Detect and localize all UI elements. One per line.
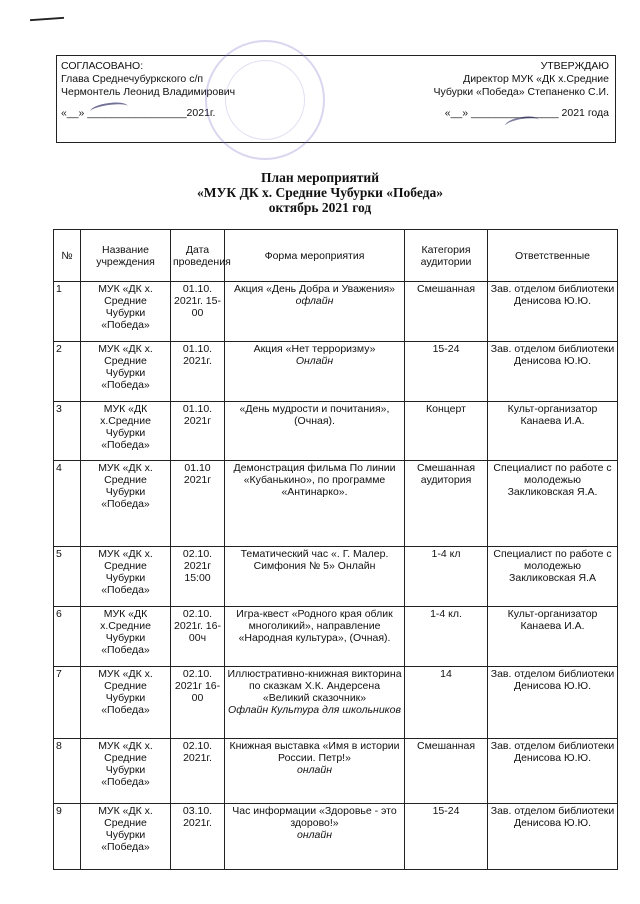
row-organization: МУК «ДК х. Средние Чубурки «Победа» [81,282,171,342]
row-number: 5 [54,547,81,607]
row-responsible: Зав. отделом библиотеки Денисова Ю.Ю. [488,667,618,739]
approve-name: Чубурки «Победа» Степаненко С.И. [433,86,609,98]
row-date: 03.10. 2021г. [171,804,225,870]
agreed-position: Глава Среднечубуркского с/п [61,73,204,85]
row-number: 2 [54,342,81,402]
row-audience: Смешанная [405,282,488,342]
row-number: 9 [54,804,81,870]
event-title: Игра-квест «Родного края облик многоликий», направление «Народная культура», (Очная). [236,608,393,644]
row-responsible: Зав. отделом библиотеки Денисова Ю.Ю. [488,739,618,804]
row-audience: 15-24 [405,342,488,402]
event-title: Иллюстративно-книжная викторина по сказкам Х.К. Андерсена «Великий сказочник» [227,668,402,704]
row-organization: МУК «ДК х.Средние Чубурки «Победа» [81,402,171,461]
event-title: Акция «День Добра и Уважения» [234,283,395,295]
table-row [54,342,618,402]
table-header-row [54,230,618,282]
row-number: 4 [54,461,81,547]
row-date: 01.10. 2021г. [171,342,225,402]
row-number: 1 [54,282,81,342]
table-row [54,607,618,667]
event-mode: онлайн [297,764,332,776]
row-number: 3 [54,402,81,461]
row-audience: 14 [405,667,488,739]
header-date: Дата проведения [171,230,225,282]
plan-title [0,170,640,215]
row-organization: МУК «ДК х. Средние Чубурки «Победа» [81,461,171,547]
agreed-name: Чермонтель Леонид Владимирович [61,86,236,98]
row-organization: МУК «ДК х. Средние Чубурки «Победа» [81,342,171,402]
row-organization: МУК «ДК х. Средние Чубурки «Победа» [81,804,171,870]
row-responsible: Культ-организатор Канаева И.А. [488,607,618,667]
row-number: 7 [54,667,81,739]
row-date: 02.10. 2021г 15:00 [171,547,225,607]
row-organization: МУК «ДК х.Средние Чубурки «Победа» [81,607,171,667]
title-line-2: «МУК ДК х. Средние Чубурки «Победа» [197,185,443,200]
row-number: 8 [54,739,81,804]
row-event [225,739,405,804]
row-organization: МУК «ДК х. Средние Чубурки «Победа» [81,547,171,607]
title-line-1: План мероприятий [261,170,379,185]
approval-right [339,60,609,120]
table-row [54,667,618,739]
row-responsible: Специалист по работе с молодежью Закликовская Я.А. [488,461,618,547]
event-title: Демонстрация фильма По линии «Кубанькино», по программе «Антинарко». [233,462,396,498]
table-row [54,461,618,547]
row-audience: 1-4 кл. [405,607,488,667]
row-audience: Концерт [405,402,488,461]
table-row [54,547,618,607]
row-audience: 1-4 кл [405,547,488,607]
table-row [54,402,618,461]
header-audience: Категория аудитории [405,230,488,282]
approval-box [56,55,616,143]
row-event [225,461,405,547]
row-event [225,667,405,739]
row-date: 02.10. 2021г. [171,739,225,804]
table-row [54,804,618,870]
event-mode: онлайн [297,829,332,841]
events-table [53,229,618,870]
agreed-label: СОГЛАСОВАНО: [61,60,144,72]
row-event [225,547,405,607]
row-date: 01.10 2021г [171,461,225,547]
event-title: Час информации «Здоровье - это здорово!» [232,805,397,829]
row-date: 02.10. 2021г. 16-00ч [171,607,225,667]
approve-label: УТВЕРЖДАЮ [540,60,609,72]
event-title: Тематический час «. Г. Малер. Симфония № 5» Онлайн [240,548,389,572]
row-responsible: Зав. отделом библиотеки Денисова Ю.Ю. [488,282,618,342]
row-responsible: Культ-организатор Канаева И.А. [488,402,618,461]
row-audience: Смешанная аудитория [405,461,488,547]
header-event-form: Форма мероприятия [225,230,405,282]
table-row [54,282,618,342]
event-mode: Офлайн Культура для школьников [228,704,401,716]
row-audience: Смешанная [405,739,488,804]
event-mode: Онлайн [295,355,334,367]
header-number: № [54,230,81,282]
row-event [225,804,405,870]
row-date: 01.10. 2021г. 15-00 [171,282,225,342]
event-title: Книжная выставка «Имя в истории России. Петр!» [229,740,400,764]
event-title: «День мудрости и почитания», (Очная). [239,403,390,427]
row-audience: 15-24 [405,804,488,870]
event-mode: офлайн [295,295,334,307]
row-event [225,342,405,402]
header-responsible: Ответственные [488,230,618,282]
row-date: 01.10. 2021г [171,402,225,461]
row-number: 6 [54,607,81,667]
title-line-3: октябрь 2021 год [268,200,372,215]
row-organization: МУК «ДК х. Средние Чубурки «Победа» [81,667,171,739]
table-row [54,739,618,804]
agreed-date: «__» _________________2021г. [61,107,216,119]
row-responsible: Зав. отделом библиотеки Денисова Ю.Ю. [488,804,618,870]
row-event [225,282,405,342]
header-organization: Название учреждения [81,230,171,282]
approve-position: Директор МУК «ДК х.Средние [463,73,609,85]
approve-date: «__» _______________ 2021 года [444,107,609,119]
corner-pen-mark [30,17,64,21]
row-responsible: Зав. отделом библиотеки Денисова Ю.Ю. [488,342,618,402]
row-organization: МУК «ДК х. Средние Чубурки «Победа» [81,739,171,804]
row-date: 02.10. 2021г 16-00 [171,667,225,739]
event-title: Акция «Нет терроризму» [253,343,376,355]
row-event [225,607,405,667]
row-event [225,402,405,461]
row-responsible: Специалист по работе с молодежью Закликовская Я.А [488,547,618,607]
